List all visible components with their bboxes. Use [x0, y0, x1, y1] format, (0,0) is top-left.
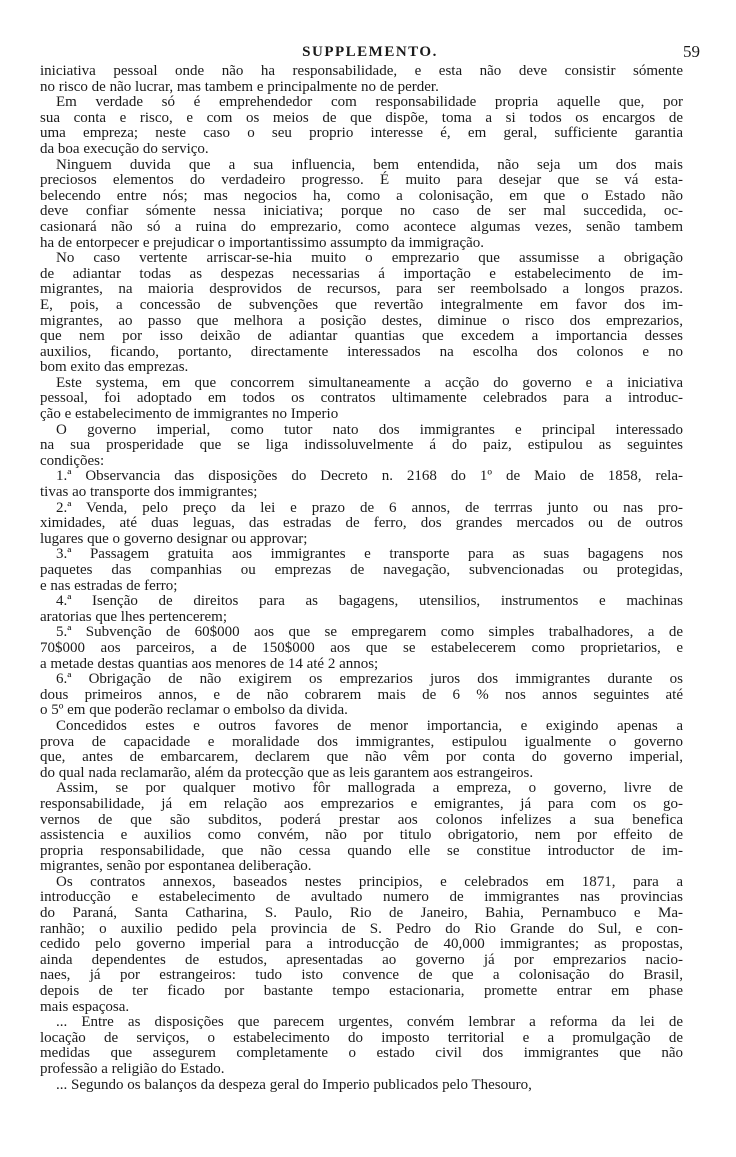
text-line: 5.ª Subvenção de 60$000 aos que se empregarem como simples trabalhadores, a de	[56, 624, 683, 641]
text-line: 6.ª Obrigação de não exigirem os emprezarios juros dos immigrantes durante os	[56, 671, 683, 688]
running-title: SUPPLEMENTO.	[302, 44, 438, 60]
paragraph	[40, 594, 683, 625]
text-line: preciosos elementos do verdadeiro progresso. É muito para desejar que se vá esta-	[40, 172, 683, 189]
paragraph	[40, 672, 683, 719]
text-line: assistencia e auxilios como convém, não por titulo obrigatorio, nem por effeito de	[40, 827, 683, 844]
text-line: Este systema, em que concorrem simultaneamente a acção do governo e a iniciativa	[56, 374, 683, 391]
text-line: dous primeiros annos, e de não cobrarem mais de 6 % nos annos seguintes até	[40, 686, 683, 703]
text-line: ha de entorpecer e prejudicar o importantissimo assumpto da immigração.	[40, 234, 485, 251]
text-line: Os contratos annexos, baseados nestes principios, e celebrados em 1871, para a	[56, 873, 683, 890]
paragraph	[40, 781, 683, 875]
paragraph	[40, 64, 683, 95]
paragraph	[40, 423, 683, 470]
paragraph	[40, 251, 683, 376]
paragraph	[40, 1015, 683, 1077]
text-line: a metade destas quantias aos menores de 14 até 2 annos;	[40, 655, 379, 672]
paragraph	[40, 875, 683, 1015]
text-line: belecendo entre nós; mas negocios ha, como a colonisação, em que o Estado não	[40, 187, 683, 204]
text-line: locação de serviços, o estabelecimento do imposto territorial e a promulgação de	[40, 1029, 683, 1046]
text-line: depois de ter ficado por bastante tempo estacionaria, promette entrar em phase	[40, 983, 683, 1000]
text-line: iniciativa pessoal onde não ha responsabilidade, e esta não deve consistir sómente	[40, 63, 683, 79]
paragraph	[40, 501, 683, 548]
text-line: prova de capacidade e moralidade dos immigrantes, estipulou igualmente o governo	[40, 733, 683, 750]
text-line: E, pois, a concessão de subvenções que revertão integralmente em favor dos im-	[40, 296, 683, 313]
text-line: responsabilidade, já em relação aos emprezarios e emigrantes, já para com os go-	[40, 795, 683, 812]
text-line: deve confiar sómente nessa iniciativa; porque no caso de ser mal succedida, oc-	[40, 203, 683, 220]
paragraph	[40, 547, 683, 594]
paragraph	[40, 469, 683, 500]
paragraph	[40, 376, 683, 423]
text-line: migrantes, ao passo que melhora a posição destes, diminue o risco dos emprezarios,	[40, 312, 683, 329]
text-line: vernos de que são subditos, poderá prestar aos colonos infelizes a sua benefica	[40, 811, 683, 828]
text-line: Concedidos estes e outros favores de menor importancia, e exigindo apenas a	[56, 717, 683, 734]
text-line: de adiantar todas as despezas necessarias á importação e estabelecimento de im-	[40, 265, 683, 282]
text-line: ainda dependentes de estudos, apresentadas ao governo já por emprezarios nacio-	[40, 951, 683, 968]
text-line: e nas estradas de ferro;	[40, 577, 178, 594]
text-line: 4.ª Isenção de direitos para as bagagens, utensilios, instrumentos e machinas	[56, 593, 683, 610]
text-line: ... Segundo os balanços da despeza geral do Imperio publicados pelo Thesouro,	[56, 1076, 532, 1093]
text-line: 1.ª Observancia das disposições do Decreto n. 2168 do 1º de Maio de 1858, rela-	[56, 468, 683, 485]
text-line: 3.ª Passagem gratuita aos immigrantes e transporte para as suas bagagens nos	[56, 546, 683, 563]
text-line: ção e estabelecimento de immigrantes no Imperio	[40, 406, 339, 423]
text-line: professão a religião do Estado.	[40, 1061, 225, 1077]
page-header	[40, 44, 700, 64]
text-line: sua conta e risco, e com os meios de que dispõe, toma a si todos os encargos de	[40, 109, 683, 126]
page-body	[40, 64, 683, 1093]
text-line: ximidades, até duas leguas, das estradas de ferro, dos grandes mercados ou de outros	[40, 515, 683, 532]
paragraph	[40, 625, 683, 672]
text-line: migrantes, na maioria desprovidos de recursos, para ser reembolsado a longos prazos.	[40, 281, 683, 298]
text-line: na sua prosperidade que se liga indissoluvelmente á do paiz, estipulou as seguintes	[40, 437, 683, 454]
text-line: pessoal, foi adoptado em todos os contratos ultimamente celebrados para a introduc-	[40, 390, 683, 407]
paragraph	[40, 95, 683, 157]
text-line: ... Entre as disposições que parecem urgentes, convém lembrar a reforma da lei de	[56, 1014, 683, 1031]
text-line: paquetes das companhias ou emprezas de navegação, subvencionadas ou protegidas,	[40, 562, 683, 578]
text-line: que, antes de embarcarem, declarem que não vêm por conta do governo imperial,	[40, 749, 683, 766]
text-line: cedido pelo governo imperial para a introducção de 40,000 immigrantes; as propostas,	[40, 936, 683, 953]
text-line: o 5º em que poderão reclamar o embolso da divida.	[40, 702, 348, 719]
text-line: que nem por isso deixão de adiantar quantias que excedem a importancia desses	[40, 328, 683, 345]
text-line: 2.ª Venda, pelo preço da lei e prazo de 6 annos, de terrras junto ou nas pro-	[56, 499, 683, 516]
text-line: tivas ao transporte dos immigrantes;	[40, 484, 258, 501]
text-line: condições:	[40, 452, 105, 469]
text-line: propria responsabilidade, que não cessa quando elle se constitue introductor de im-	[40, 842, 683, 859]
text-line: O governo imperial, como tutor nato dos immigrantes e principal interessado	[56, 421, 683, 438]
text-line: do Paraná, Santa Catharina, S. Paulo, Rio de Janeiro, Bahia, Pernambuco e Ma-	[40, 905, 683, 922]
text-line: do qual nada reclamarão, além da protecção que as leis garantem aos estrangeiros.	[40, 764, 534, 781]
text-line: no risco de não lucrar, mas tambem e principalmente no de perder.	[40, 78, 439, 95]
text-line: auxilios, ficando, portanto, directamente interessados na escolha dos colonos e no	[40, 343, 683, 360]
text-line: Ninguem duvida que a sua influencia, bem entendida, não seja um dos mais	[56, 156, 683, 173]
paragraph	[40, 1078, 683, 1094]
paragraph	[40, 158, 683, 252]
text-line: ranhão; o auxilio pedido pela provincia de S. Pedro do Rio Grande do Sul, e con-	[40, 920, 683, 937]
text-line: mais espaçosa.	[40, 998, 130, 1015]
text-line: No caso vertente arriscar-se-hia muito o emprezario que assumisse a obrigação	[56, 250, 683, 267]
text-line: lugares que o governo designar ou approvar;	[40, 530, 308, 547]
text-line: uma empreza; neste caso o seu proprio interesse é, em geral, sufficiente garantia	[40, 125, 683, 142]
text-line: Assim, se por qualquer motivo fôr mallograda a empreza, o governo, livre de	[56, 780, 683, 797]
text-line: bom exito das emprezas.	[40, 359, 189, 376]
text-line: medidas que assegurem completamente o estado civil dos immigrantes que não	[40, 1045, 683, 1062]
text-line: da boa execução do serviço.	[40, 140, 209, 157]
text-line: naes, já por estrangeiros: tudo isto convence de que a colonisação do Brasil,	[40, 967, 683, 984]
page-number: 59	[683, 42, 700, 61]
text-line: aratorias que lhes pertencerem;	[40, 608, 227, 625]
text-line: introducção e estabelecimento de avultado numero de immigrantes nas provincias	[40, 889, 683, 906]
text-line: Em verdade só é emprehendedor com responsabilidade propria aquelle que, por	[56, 94, 683, 111]
text-line: casionará não só a ruina do emprezario, como acontece algumas vezes, senão tambem	[40, 218, 683, 235]
text-line: migrantes, senão por espontanea deliberação.	[40, 858, 312, 875]
paragraph	[40, 719, 683, 781]
text-line: 70$000 aos parceiros, a de 150$000 aos que se estabelecerem como proprietarios, e	[40, 639, 683, 656]
